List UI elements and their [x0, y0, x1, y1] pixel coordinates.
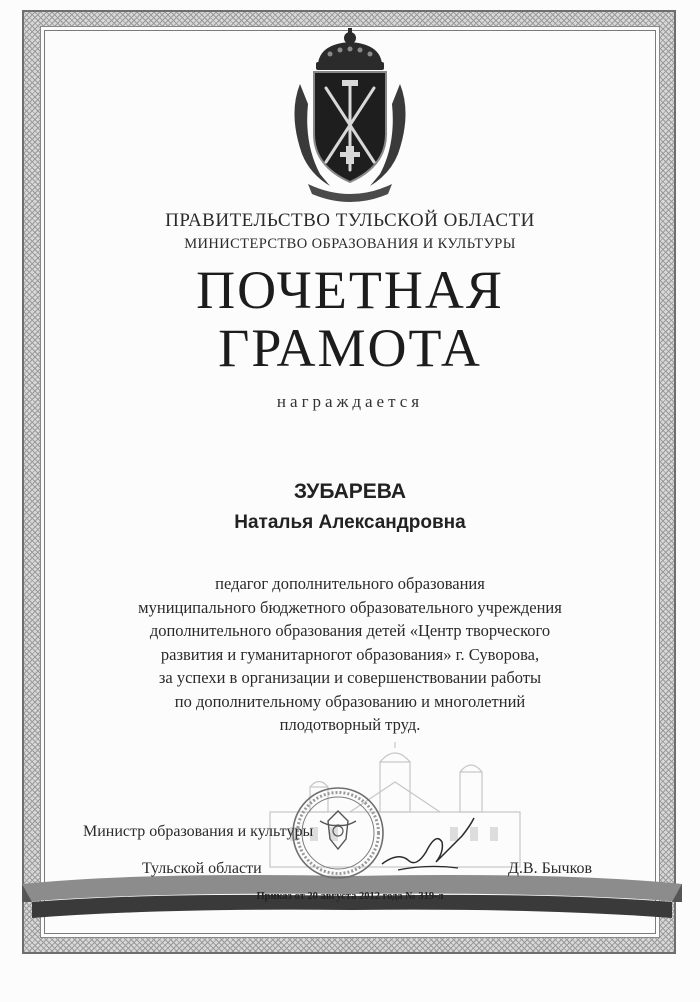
citation-line: развития и гуманитарногот образования» г. Суворова, — [160, 644, 540, 664]
award-title-line-2: ГРАМОТА — [218, 318, 482, 378]
tula-coat-of-arms-icon — [280, 24, 420, 204]
citation-line: дополнительного образования детей «Центр творческого — [149, 621, 551, 640]
recipient-given-names: Наталья Александровна — [234, 512, 466, 533]
signatory-name: Д.В. Бычков — [508, 860, 593, 877]
government-heading: ПРАВИТЕЛЬСТВО ТУЛЬСКОЙ ОБЛАСТИ — [165, 210, 535, 231]
awarded-caption: награждается — [276, 392, 424, 411]
ministry-heading: МИНИСТЕРСТВО ОБРАЗОВАНИЯ И КУЛЬТУРЫ — [184, 236, 516, 252]
citation-text — [80, 572, 620, 737]
award-title-line-1: ПОЧЕТНАЯ — [196, 260, 504, 320]
handwritten-signature-icon — [378, 812, 488, 882]
citation-line: муниципального бюджетного образовательного учреждения — [138, 597, 562, 617]
citation-line: плодотворный труд. — [279, 715, 421, 734]
recipient-surname: ЗУБАРЕВА — [293, 480, 407, 503]
citation-line: по дополнительному образованию и многолетний — [174, 691, 526, 711]
order-reference: Приказ от 20 августа 2012 года № 319-л — [256, 891, 444, 902]
citation-line: педагог дополнительного образования — [215, 574, 485, 593]
signatory-region: Тульской области — [142, 860, 262, 877]
citation-line: за успехи в организации и совершенствовании работы — [158, 668, 542, 687]
signatory-title: Министр образования и культуры — [83, 823, 314, 840]
